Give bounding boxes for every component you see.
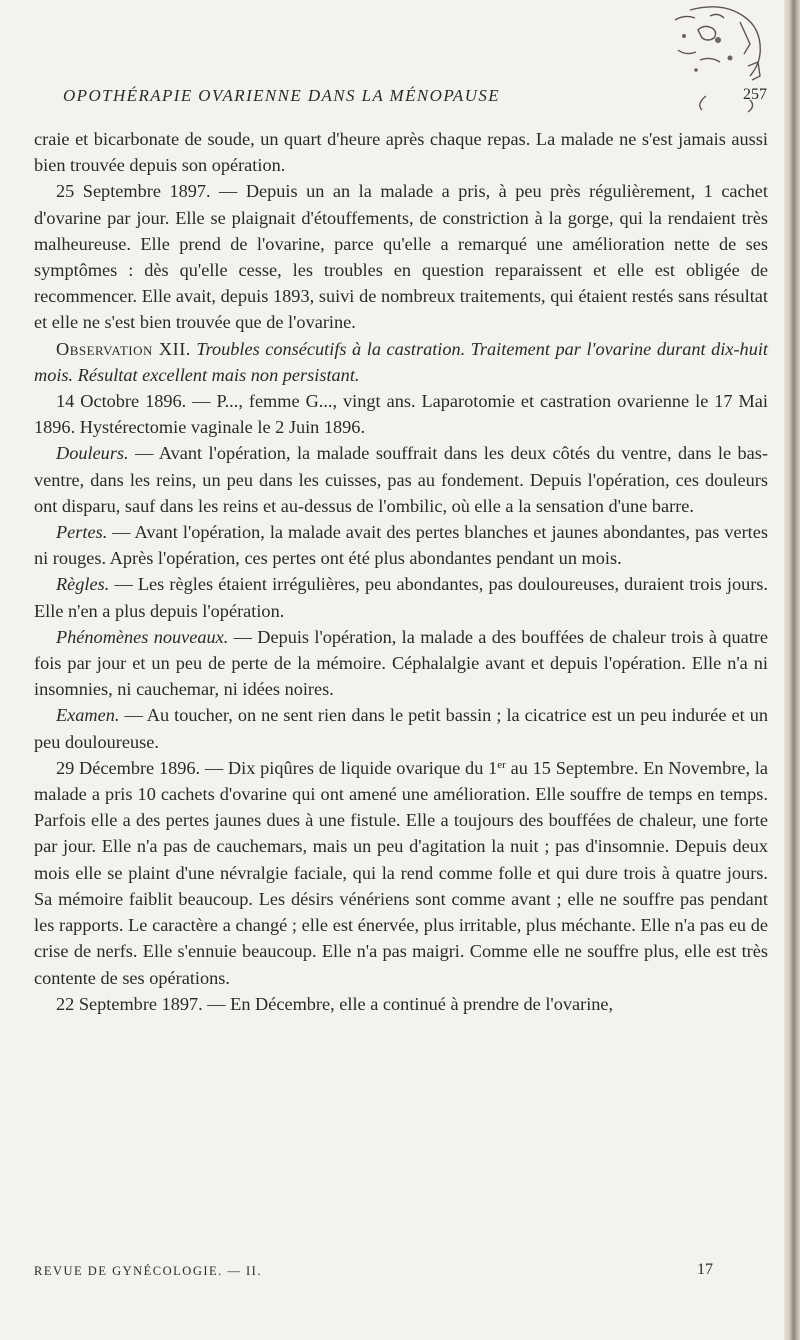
paragraph-regles	[34, 571, 768, 623]
section-label: Douleurs.	[56, 443, 129, 464]
running-head-title: OPOTHÉRAPIE OVARIENNE DANS LA MÉNOPAUSE	[63, 86, 501, 105]
paragraph-douleurs	[34, 440, 768, 519]
signature-number: 17	[697, 1261, 713, 1278]
observation-label: Observation XII.	[56, 338, 191, 359]
section-text: — Depuis l'opération, la malade a des bouffées de chaleur trois à quatre fois par jour et un peu de perte de la mémoire. Céphalalgie avant et depuis l'opération. Elle n'a ni insomnies, ni cauchemar, ni idées noires.	[34, 626, 768, 700]
superscript: er	[497, 758, 506, 771]
observation-title: Troubles consécutifs à la castration. Traitement par l'ovarine durant dix-huit mois. Résultat excellent mais non persistant.	[34, 338, 768, 385]
paragraph: 25 Septembre 1897. — Depuis un an la malade a pris, à peu près régulièrement, 1 cachet d'ovarine par jour. Elle se plaignait d'étouffements, de constriction à la gorge, qui la rendaient très malheureuse. Elle prend de l'ovarine, parce qu'elle a remarqué une amélioration nette de ses symptômes : dès qu'elle cesse, les troubles en question reparaissent et elle est obligée de recommencer. Elle avait, depuis 1893, suivi de nombreux traitements, qui étaient restés sans résultat et elle ne s'est bien trouvée que de l'ovarine.	[34, 181, 768, 333]
section-text: — Avant l'opération, la malade avait des pertes blanches et jaunes abondantes, pas vertes ni rouges. Après l'opération, ces pertes ont été plus abondantes pendant un mois.	[34, 522, 768, 569]
section-label: Examen.	[56, 705, 120, 726]
page-edge	[784, 0, 800, 1340]
paragraph-pertes	[34, 519, 768, 571]
section-label: Phénomènes nouveaux.	[56, 626, 229, 647]
running-head	[63, 86, 767, 106]
paragraph	[34, 755, 768, 991]
paragraph-part: 29 Décembre 1896. — Dix piqûres de liquide ovarique du 1	[56, 757, 498, 778]
journal-name: REVUE DE GYNÉCOLOGIE. — II.	[34, 1264, 262, 1278]
paragraph: craie et bicarbonate de soude, un quart d'heure après chaque repas. La malade ne s'est jamais aussi bien trouvée depuis son opération.	[34, 129, 768, 176]
observation-heading	[34, 336, 768, 388]
paragraph-part: au 15 Septembre. En Novembre, la malade a pris 10 cachets d'ovarine qui ont amené une amélioration. Elle souffre de temps en temps. Parfois elle a des pertes jaunes dues à une fistule. Elle a toujours des bouffées de chaleur, une forte par jour. Elle n'a pas de cauchemars, mais un peu d'agitation la nuit ; pas d'insomnie. Depuis deux mois elle se plaint d'une névralgie faciale, qui la rend comme folle et qui dure trois à quatre jours. Sa mémoire faiblit beaucoup. Les désirs vénériens sont comme avant ; elle ne souffre pas pendant les rapports. Le caractère a changé ; elle est énervée, plus irritable, plus méchante. Elle n'a pas eu de crise de nerfs. Elle s'ennuie beaucoup. Elle n'a pas maigri. Comme elle ne souffre plus, elle est très contente de ses opérations.	[34, 757, 769, 988]
section-text: — Les règles étaient irrégulières, peu abondantes, pas douloureuses, duraient trois jours. Elle n'en a plus depuis l'opération.	[34, 574, 768, 621]
paragraph: 14 Octobre 1896. — P..., femme G..., vingt ans. Laparotomie et castration ovarienne le 17 Mai 1896. Hystérectomie vaginale le 2 Juin 1896.	[34, 391, 768, 438]
section-text: — Au toucher, on ne sent rien dans le petit bassin ; la cicatrice est un peu indurée et un peu douloureuse.	[34, 705, 768, 752]
section-label: Pertes.	[56, 522, 108, 543]
paragraph: 22 Septembre 1897. — En Décembre, elle a continué à prendre de l'ovarine,	[56, 993, 614, 1014]
page-number: 257	[743, 86, 767, 103]
paragraph-examen	[34, 702, 768, 754]
body-text	[34, 126, 768, 1017]
section-text: — Avant l'opération, la malade souffrait dans les deux côtés du ventre, dans le bas-ventre, dans les reins, un peu dans les cuisses, pas au fondement. Depuis l'opération, ces douleurs ont disparu, sauf dans les reins et au-dessus de l'ombilic, où elle a la sensation d'une barre.	[34, 443, 768, 516]
paragraph-phenomenes	[34, 624, 768, 703]
section-label: Règles.	[56, 574, 110, 595]
page-footer	[34, 1261, 768, 1279]
